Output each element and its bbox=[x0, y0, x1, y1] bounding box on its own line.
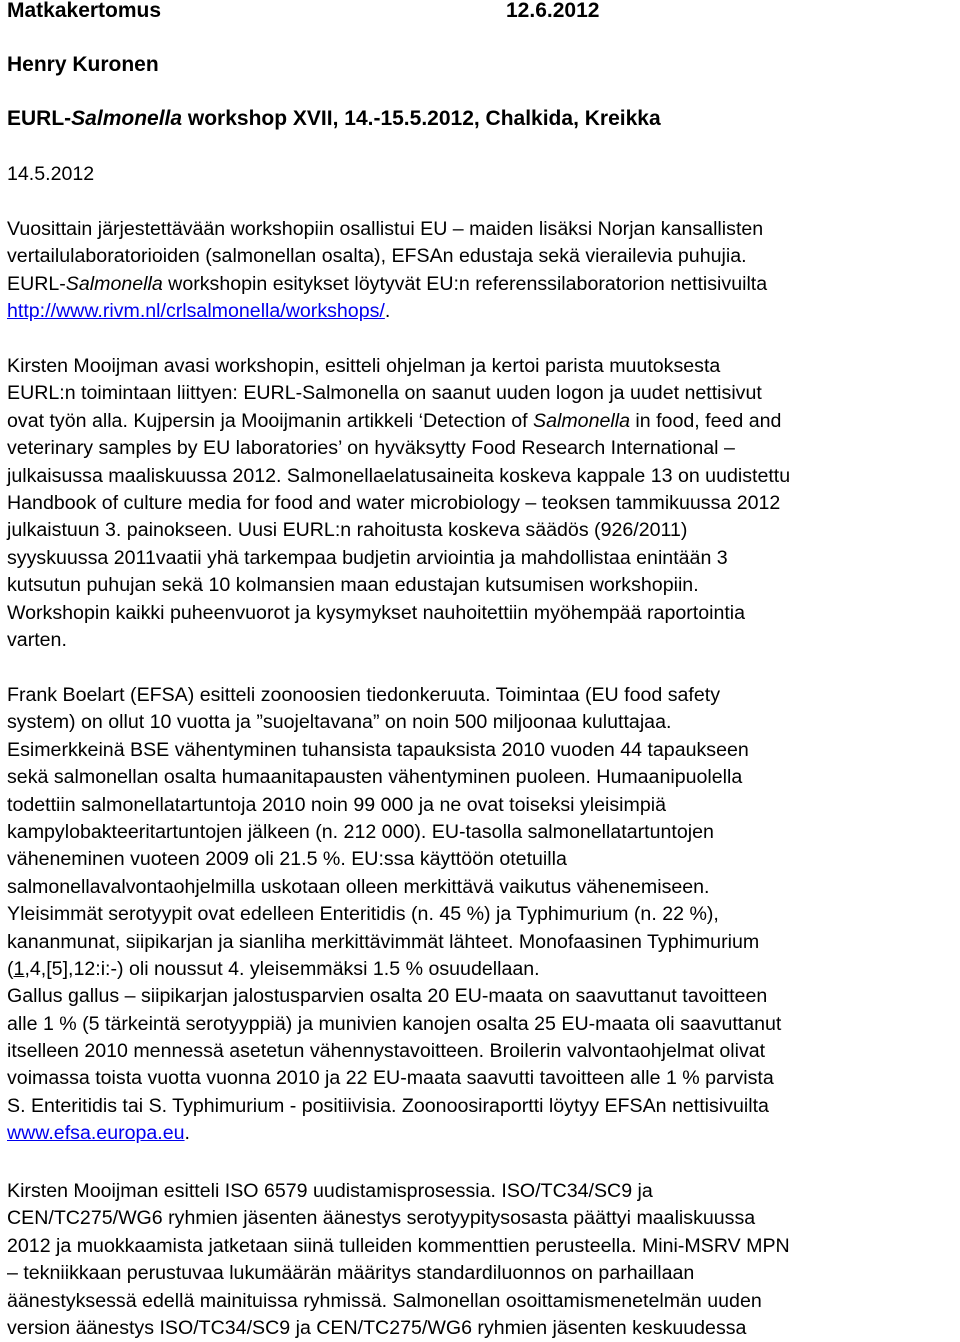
text-line: Kirsten Mooijman esitteli ISO 6579 uudistamisprosessia. ISO/TC34/SC9 ja bbox=[7, 1180, 653, 1202]
intro-line: http://www.rivm.nl/crlsalmonella/workshops/. bbox=[7, 300, 391, 323]
intro-line: vertailulaboratorioiden (salmonellan osalta), EFSAn edustaja sekä vierailevia puhujia. bbox=[7, 245, 747, 268]
document-date: 12.6.2012 bbox=[506, 0, 600, 22]
text-line: EURL:n toimintaan liittyen: EURL-Salmonella on saanut uuden logon ja uudet nettisivut bbox=[7, 382, 762, 405]
text-line: kananmunat, siipikarjan ja sianliha merkittävimmät lähteet. Monofaasinen Typhimurium bbox=[7, 930, 760, 953]
text-line: väheneminen vuoteen 2009 oli 21.5 %. EU:ssa käyttöön otetuilla bbox=[7, 848, 567, 871]
workshops-link[interactable]: http://www.rivm.nl/crlsalmonella/workshops/ bbox=[7, 300, 385, 323]
intro-line: Vuosittain järjestettävään workshopiin osallistui EU – maiden lisäksi Norjan kansallisten bbox=[7, 218, 764, 240]
text-line: veterinary samples by EU laboratories’ on hyväksytty Food Research International – bbox=[7, 437, 735, 460]
text-line: äänestyksessä edellä mainituissa ryhmissä. Salmonellan osoittamismenetelmän uuden bbox=[7, 1289, 762, 1312]
text-line: CEN/TC275/WG6 ryhmien jäsenten äänestys serotyypitysosasta päättyi maaliskuussa bbox=[7, 1207, 756, 1230]
text-line: salmonellavalvontaohjelmilla uskotaan olleen merkittävä vaikutus vähenemiseen. bbox=[7, 875, 710, 898]
text-line: itselleen 2010 mennessä asetetun vähennystavoitteen. Broilerin valvontaohjelmat olivat bbox=[7, 1040, 766, 1063]
text-line: Frank Boelart (EFSA) esitteli zoonoosien tiedonkeruuta. Toimintaa (EU food safety bbox=[7, 684, 720, 706]
text-line: S. Enteritidis tai S. Typhimurium - positiivisia. Zoonoosiraportti löytyy EFSAn nettisivuilta bbox=[7, 1094, 769, 1117]
paragraph-iso bbox=[7, 1178, 960, 1342]
paragraph-mooijman bbox=[7, 353, 960, 654]
text-line: www.efsa.europa.eu. bbox=[7, 1122, 190, 1145]
text-line: (1,4,[5],12:i:-) oli noussut 4. yleisemmäksi 1.5 % osuudellaan. bbox=[7, 957, 540, 980]
text-line: system) on ollut 10 vuotta ja ”suojeltavana” on noin 500 miljoonaa kuluttajaa. bbox=[7, 711, 672, 734]
event-day: 14.5.2012 bbox=[7, 163, 95, 185]
text-line: varten. bbox=[7, 628, 67, 651]
paragraph-boelart bbox=[7, 682, 960, 1148]
text-line: version äänestys ISO/TC34/SC9 ja CEN/TC275/WG6 ryhmien jäsenten keskuudessa bbox=[7, 1316, 747, 1339]
author-name: Henry Kuronen bbox=[7, 53, 159, 76]
text-line: voimassa toista vuotta vuonna 2010 ja 22 EU-maata saavutti tavoitteen alle 1 % parvista bbox=[7, 1067, 774, 1090]
text-line: alle 1 % (5 tärkeintä serotyyppiä) ja munivien kanojen osalta 25 EU-maata oli saavuttanut bbox=[7, 1012, 782, 1035]
text-line: syyskuussa 2011vaatii yhä tarkempaa budjetin arviointia ja mahdollistaa enintään 3 bbox=[7, 546, 728, 569]
text-line: 2012 ja muokkaamista jatketaan siinä tulleiden kommenttien perusteella. Mini-MSRV MPN bbox=[7, 1234, 790, 1257]
text-line: kampylobakteeritartuntojen jälkeen (n. 212 000). EU-tasolla salmonellatartuntojen bbox=[7, 820, 714, 843]
text-line: sekä salmonellan osalta humaanitapausten vähentyminen puoleen. Humaanipuolella bbox=[7, 766, 743, 789]
text-line: – tekniikkaan perustuvaa lukumäärän määritys standardiluonnos on parhaillaan bbox=[7, 1262, 695, 1285]
text-line: julkaistuun 3. painokseen. Uusi EURL:n rahoitusta koskeva säädös (926/2011) bbox=[7, 519, 688, 542]
text-line: julkaisussa maaliskuussa 2012. Salmonellaelatusaineita koskeva kappale 13 on uudistettu bbox=[7, 464, 791, 487]
text-line: ovat työn alla. Kujpersin ja Mooijmanin artikkeli ‘Detection of Salmonella in food, feed and bbox=[7, 409, 782, 432]
header-title-row bbox=[7, 0, 600, 24]
text-line: Kirsten Mooijman avasi workshopin, esitteli ohjelman ja kertoi parista muutoksesta bbox=[7, 355, 721, 377]
text-line: Workshopin kaikki puheenvuorot ja kysymykset nauhoitettiin myöhempää raportointia bbox=[7, 601, 746, 624]
text-line: Yleisimmät serotyypit ovat edelleen Enteritidis (n. 45 %) ja Typhimurium (n. 22 %), bbox=[7, 903, 719, 926]
intro-line: EURL-Salmonella workshopin esitykset löytyvät EU:n referenssilaboratorion nettisivuilta bbox=[7, 272, 768, 295]
event-title: EURL-Salmonella workshop XVII, 14.-15.5.2012, Chalkida, Kreikka bbox=[7, 107, 661, 130]
intro-paragraph bbox=[7, 216, 960, 326]
efsa-link[interactable]: www.efsa.europa.eu bbox=[7, 1122, 185, 1145]
text-line: todettiin salmonellatartuntoja 2010 noin 99 000 ja ne ovat toiseksi yleisimpiä bbox=[7, 793, 666, 816]
text-line: Gallus gallus – siipikarjan jalostusparvien osalta 20 EU-maata on saavuttanut tavoitteen bbox=[7, 985, 768, 1008]
document-title: Matkakertomus bbox=[7, 0, 162, 22]
text-line: Handbook of culture media for food and water microbiology – teoksen tammikuussa 2012 bbox=[7, 491, 781, 514]
text-line: Esimerkkeinä BSE vähentyminen tuhansista tapauksista 2010 vuoden 44 tapaukseen bbox=[7, 738, 749, 761]
text-line: kutsutun puhujan sekä 10 kolmansien maan edustajan kutsumisen workshopiin. bbox=[7, 574, 699, 597]
